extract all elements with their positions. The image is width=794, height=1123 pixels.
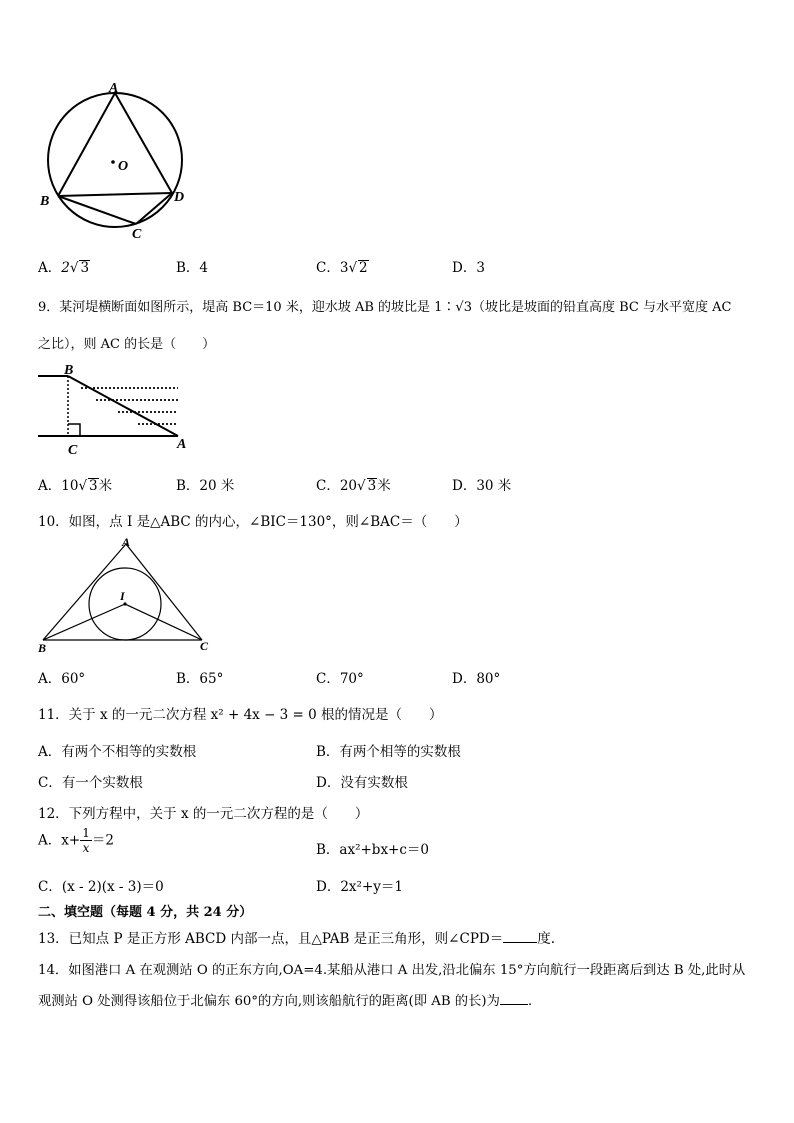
sqrt-sign: √ [357,478,366,494]
q13-answer-blank[interactable] [503,942,537,943]
sqrt-sign: √ [78,478,88,494]
q8-option-c[interactable] [316,256,369,276]
q8-option-a[interactable] [38,256,90,276]
fig9-label-c: C [68,443,78,458]
fig8-label-a: A [109,81,119,96]
q14-answer-blank[interactable] [500,1004,528,1005]
q11-option-a[interactable]: A．有两个不相等的实数根 [38,744,197,760]
figure-q9-embankment [38,362,198,457]
q11-option-d[interactable]: D．没有实数根 [316,775,408,791]
option-a-suffix: ＝2 [91,832,114,849]
option-a-prefix: A．x+ [38,832,81,849]
q9-option-b[interactable]: B．20 米 [176,478,235,494]
fraction-denominator: x [82,841,90,856]
sqrt-sign: √ [348,260,358,276]
option-a-prefix: A． [38,260,62,276]
option-c-radicand: 3 [367,478,377,494]
option-a-prefix: A． [38,478,62,494]
fig9-label-a: A [177,437,187,452]
q10-option-b[interactable]: B．65° [176,671,224,687]
figure-q10-incircle [38,536,218,656]
q14-text-line1: 14．如图港口 A 在观测站 O 的正东方向,OA=4.某船从港口 A 出发,沿北偏东 15°方向航行一段距离后到达 B 处,此时从 [38,963,746,978]
option-c-coef: 3 [339,260,349,276]
q8-option-d[interactable]: D．3 [452,260,485,276]
q9-text-line2: 之比），则 AC 的长是（ ） [38,337,216,352]
q13-text-before: 13．已知点 P 是正方形 ABCD 内部一点，且△PAB 是正三角形，则∠CPD＝ [38,931,504,947]
q13-text [38,927,555,947]
q9-text-line1: 9．某河堤横断面如图所示，堤高 BC＝10 米，迎水坡 AB 的坡比是 1∶√3（坡比是坡面的铅直高度 BC 与水平宽度 AC [38,300,732,315]
option-c-prefix: C． [316,478,340,494]
option-c-unit: 米 [377,478,391,494]
option-c-coef: 20 [339,478,358,494]
fig10-label-i: I [120,589,125,603]
q12-option-d[interactable]: D．2x²+y＝1 [316,879,403,895]
q12-option-b[interactable]: B．ax²+bx+c＝0 [316,842,430,858]
option-a-coef: 10 [61,478,79,494]
fig8-label-d: D [174,190,185,205]
option-a-unit: 米 [98,478,113,494]
q11-text: 11．关于 x 的一元二次方程 x² + 4x − 3 = 0 根的情况是（ ） [38,707,443,723]
q12-option-a[interactable] [38,826,114,856]
fig9-label-b: B [64,363,74,378]
fraction-numerator: 1 [82,826,90,840]
q14-text-before: 观测站 O 处测得该船位于北偏东 60°的方向,则该船航行的距离(即 AB 的长)为 [38,994,500,1009]
q14-text-line2 [38,990,532,1009]
q9-option-c[interactable] [316,474,391,494]
q10-text: 10．如图，点 I 是△ABC 的内心，∠BIC＝130°，则∠BAC＝（ ） [38,514,468,530]
q10-option-c[interactable]: C．70° [316,671,364,687]
sqrt-sign: √ [69,260,79,276]
option-c-radicand: 2 [359,260,368,276]
q11-option-b[interactable]: B．有两个相等的实数根 [316,744,461,760]
fig8-label-o: O [118,159,129,174]
figure-q8-circle [40,78,185,242]
q9-option-a[interactable] [38,474,112,494]
q11-option-c[interactable]: C．有一个实数根 [38,775,143,791]
q8-option-b[interactable]: B．4 [176,260,209,276]
option-c-prefix: C． [316,260,340,276]
q12-text: 12．下列方程中，关于 x 的一元二次方程的是（ ） [38,806,369,822]
q9-option-d[interactable]: D．30 米 [452,478,512,494]
fig8-label-b: B [40,194,50,209]
q14-text-after: . [527,994,533,1009]
q10-option-a[interactable]: A．60° [38,671,86,687]
q12-option-c[interactable]: C．(x - 2)(x - 3)＝0 [38,879,164,895]
option-a-coef: 2 [61,260,70,276]
option-a-radicand: 3 [80,260,90,276]
option-a-radicand: 3 [89,478,98,494]
fig10-label-b: B [38,641,47,655]
fig10-label-a: A [122,535,131,549]
fraction [80,826,92,856]
fig10-label-c: C [200,639,209,653]
section-title-fill-in: 二、填空题（每题 4 分，共 24 分） [38,905,253,920]
q13-text-after: 度. [537,931,556,947]
circle-o [48,93,185,227]
fig8-label-c: C [132,227,142,242]
q10-option-d[interactable]: D．80° [452,671,501,687]
